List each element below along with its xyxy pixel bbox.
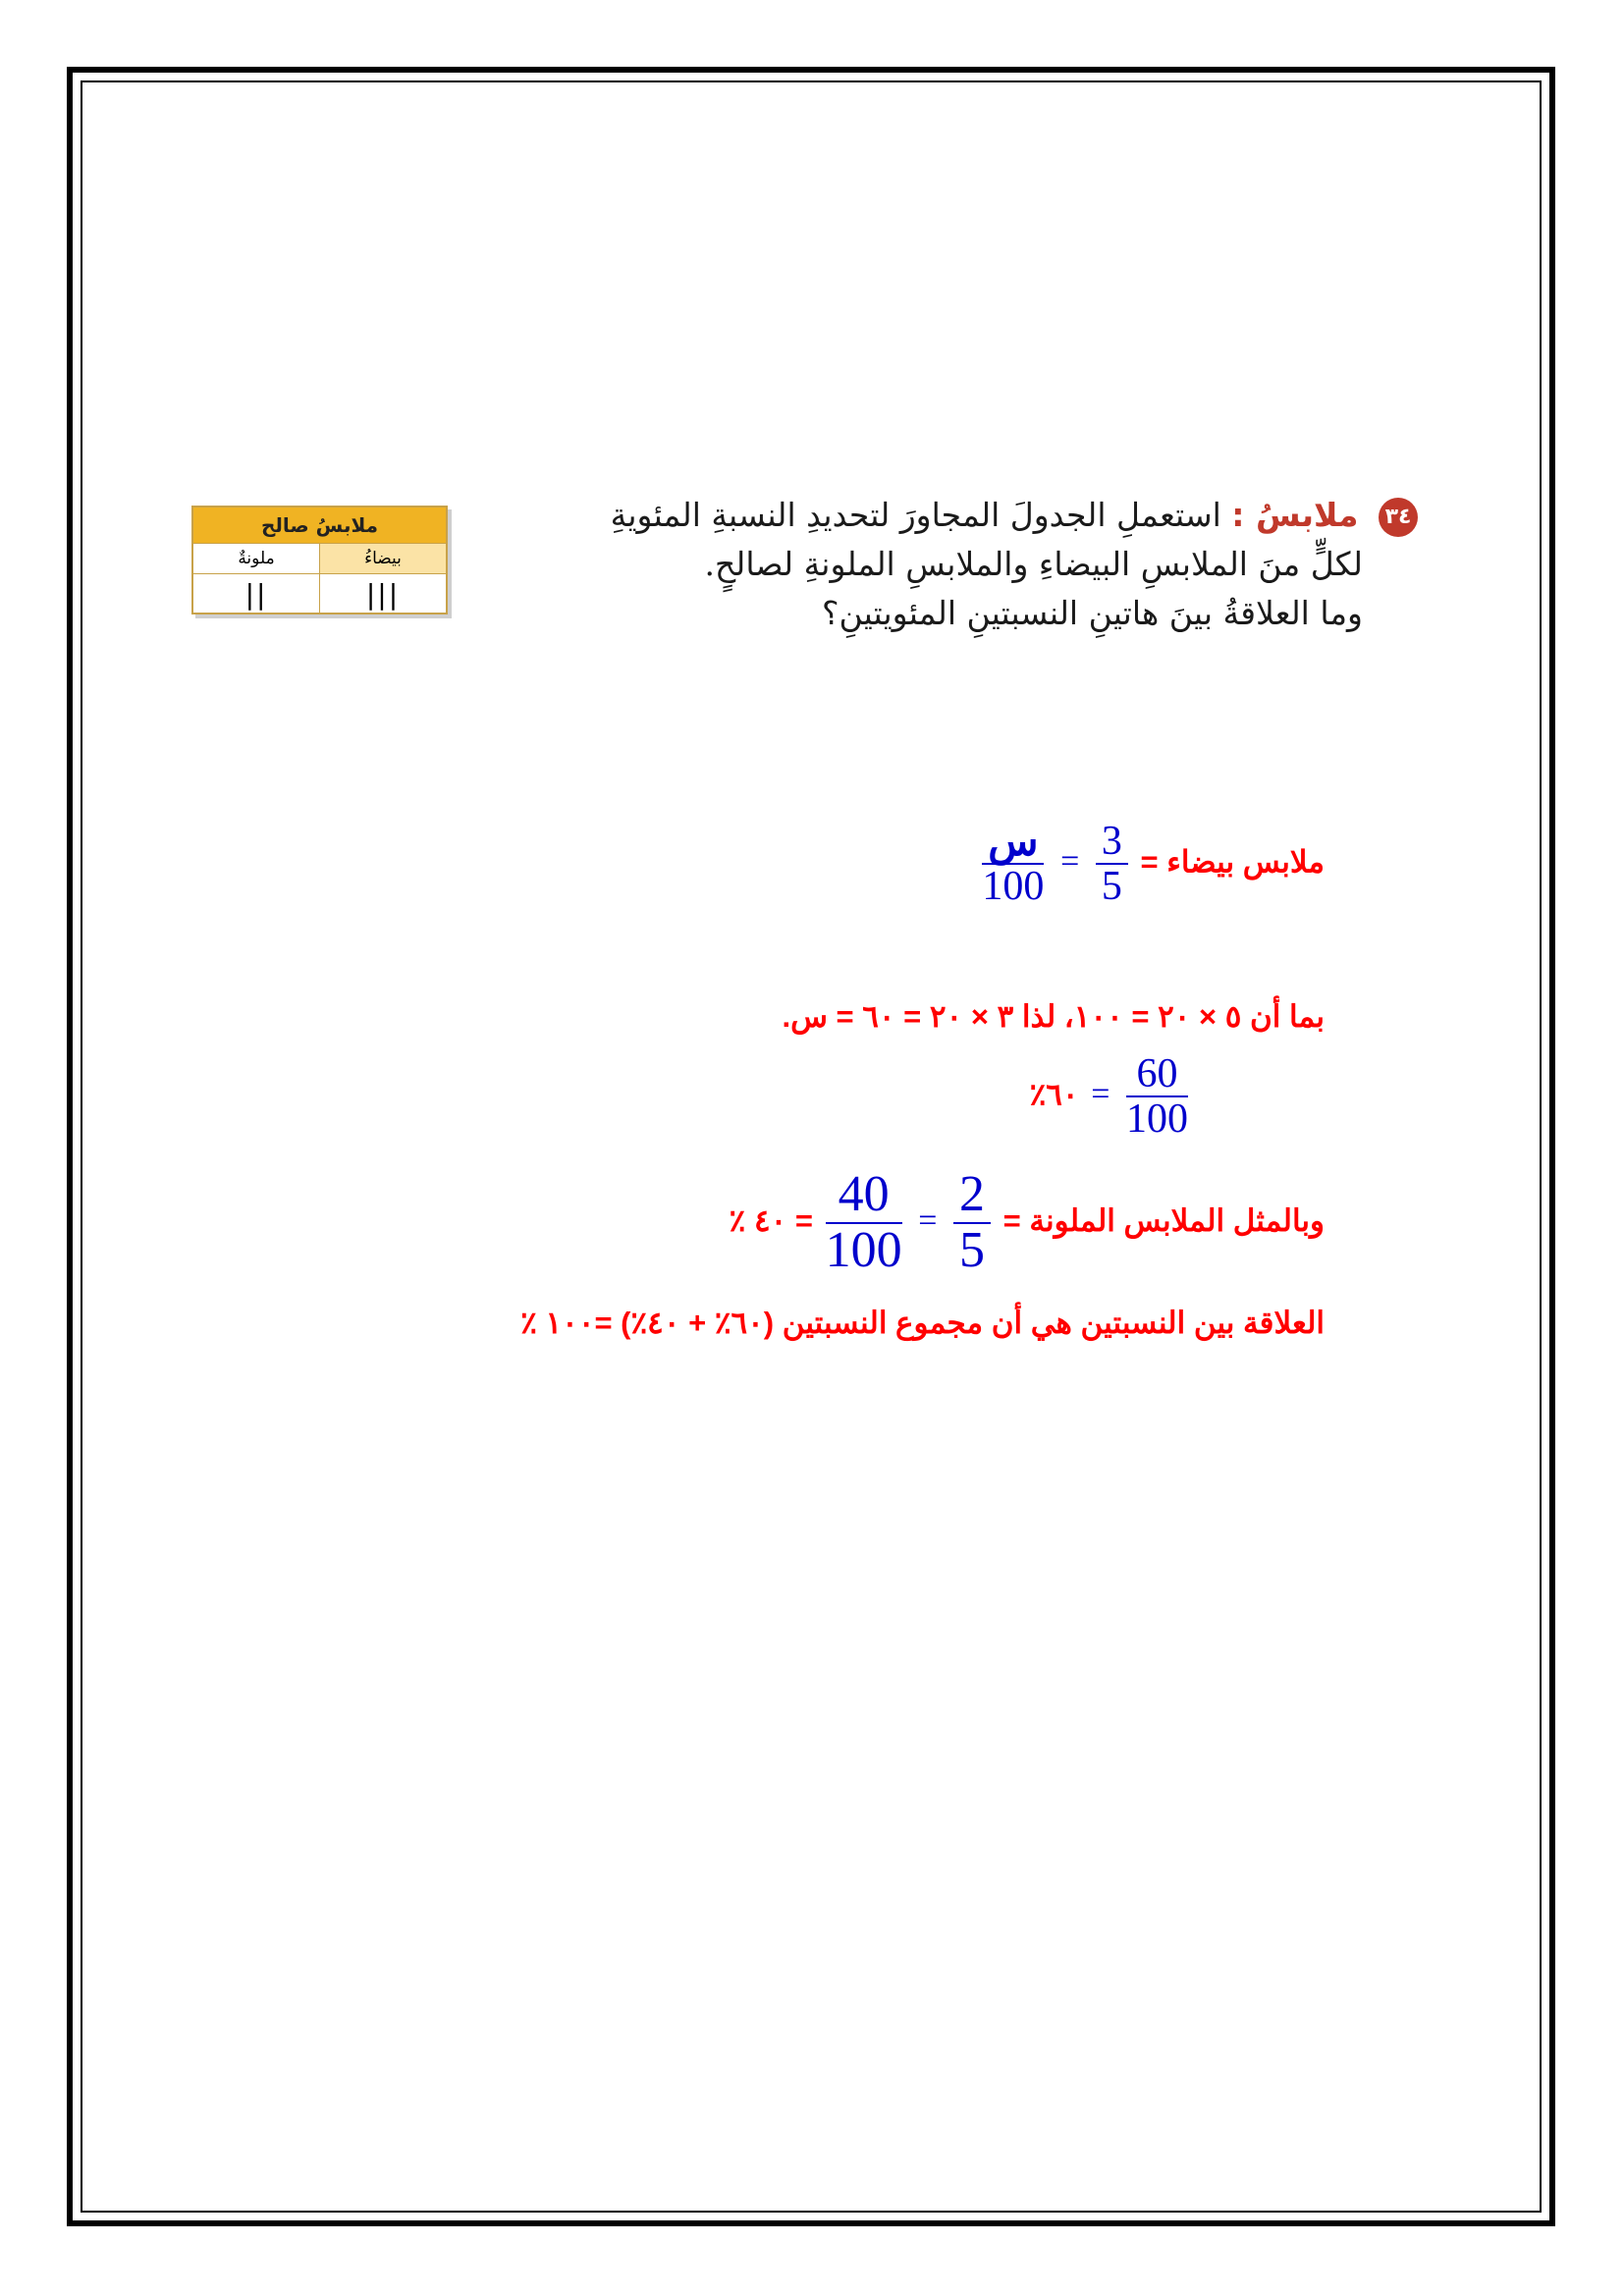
fraction-40-100	[826, 1168, 902, 1277]
question-line-1	[610, 491, 1418, 540]
answer-line-4-label: وبالمثل الملابس الملونة =	[1002, 1202, 1325, 1238]
answer-line-1-label: ملابس بيضاء =	[1140, 844, 1325, 880]
percent-sign: ٪	[729, 1202, 746, 1238]
tally-header-row	[193, 543, 446, 573]
question-line-2: لكلٍّ منَ الملابسِ البيضاءِ والملابسِ الملونةِ لصالحٍ.	[704, 545, 1363, 583]
fraction-denominator: 5	[959, 1221, 986, 1278]
equals-sign: =	[918, 1201, 938, 1239]
question-line-3: وما العلاقةُ بينَ هاتينِ النسبتينِ المئويتينِ؟	[821, 594, 1363, 632]
answer-line-3	[1030, 1052, 1192, 1141]
fraction-3-5	[1096, 820, 1128, 908]
tally-white-marks: |||	[320, 573, 446, 613]
tally-header-colored: ملونةٌ	[193, 543, 320, 573]
answer-line-2: بما أن ٥ × ٢٠ = ١٠٠، لذا ٣ × ٢٠ = ٦٠ = س.	[782, 999, 1325, 1034]
fraction-numerator: 3	[1096, 820, 1128, 865]
fraction-2-5	[953, 1168, 991, 1277]
answer-line-5: العلاقة بين النسبتين هي أن مجموع النسبتين (٦٠٪ + ٤٠٪) =١٠٠ ٪	[520, 1306, 1325, 1340]
tally-marks-row	[193, 573, 446, 613]
fraction-denominator: 100	[982, 864, 1045, 910]
fraction-numerator: س	[982, 820, 1044, 865]
question-number-badge: ٣٤	[1379, 498, 1418, 537]
fraction-numerator: 40	[826, 1168, 902, 1224]
tally-colored-marks: ||	[193, 573, 320, 613]
tally-table	[191, 506, 448, 614]
fraction-60-100	[1126, 1052, 1188, 1141]
answer-line-4-result: = ٤٠	[753, 1202, 813, 1238]
tally-header-white: بيضاءُ	[320, 543, 446, 573]
question-block	[610, 491, 1418, 638]
page-border-inner	[81, 80, 1542, 2213]
tally-table-title: ملابسُ صالح	[193, 507, 446, 543]
equals-sign: =	[1091, 1076, 1110, 1113]
fraction-denominator: 100	[825, 1221, 902, 1278]
fraction-denominator: 5	[1101, 864, 1122, 910]
question-title: ملابسُ :	[1231, 496, 1359, 534]
answer-line-4	[730, 1168, 1325, 1277]
fraction-s-100	[982, 820, 1044, 908]
fraction-denominator: 100	[1126, 1096, 1188, 1143]
fraction-numerator: 2	[953, 1168, 991, 1224]
equals-sign: =	[1060, 843, 1080, 881]
answer-line-1	[978, 820, 1325, 908]
answer-line-3-result: ٦٠٪	[1029, 1077, 1079, 1112]
question-text-1: استعملِ الجدولَ المجاورَ لتحديدِ النسبةِ المئويةِ	[610, 496, 1221, 534]
fraction-numerator: 60	[1126, 1052, 1188, 1097]
page-border	[67, 67, 1555, 2226]
